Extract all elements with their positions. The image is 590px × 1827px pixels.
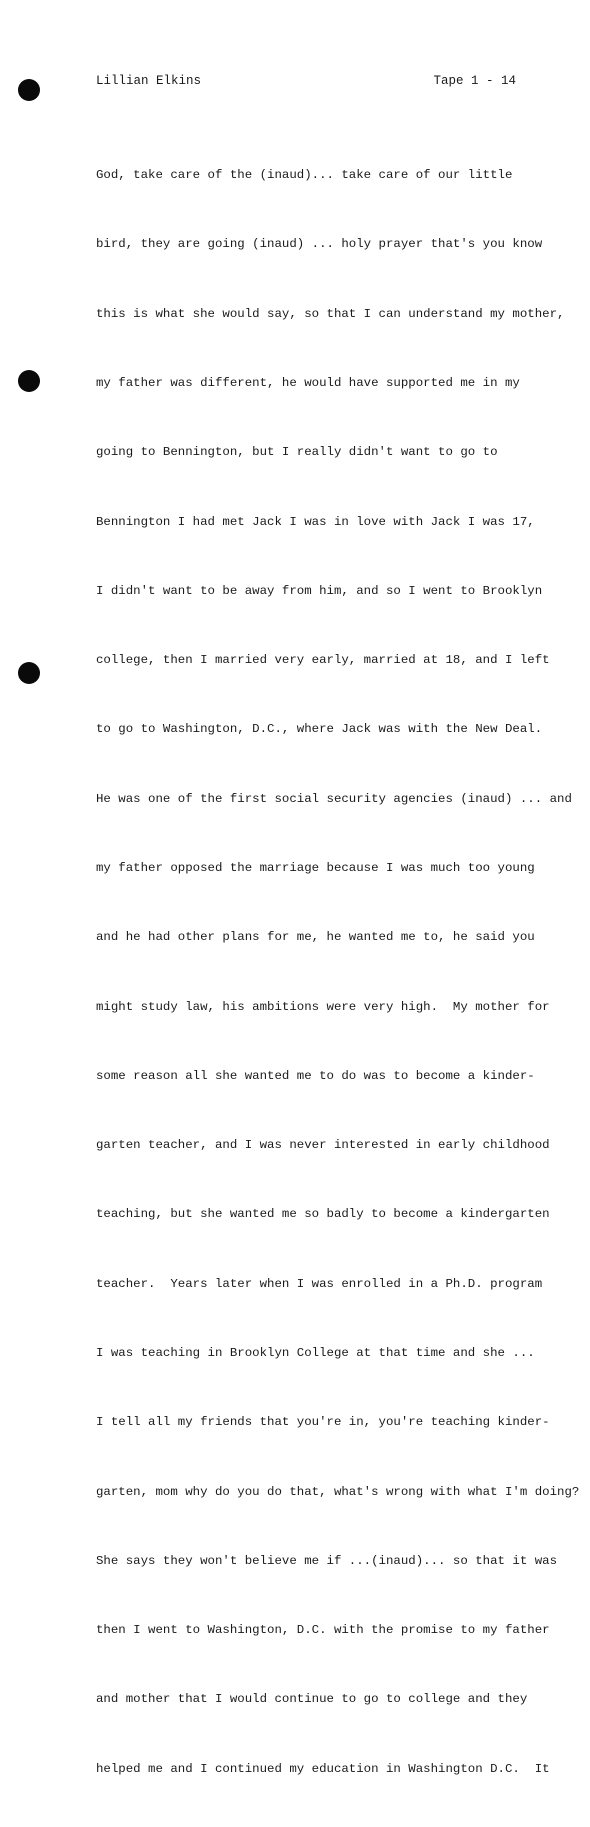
transcript-line: and he had other plans for me, he wanted me to, he said you — [96, 930, 535, 945]
transcript-line: might study law, his ambitions were very high. My mother for — [96, 999, 550, 1014]
page-header — [96, 74, 518, 88]
transcript-line: my father opposed the marriage because I was much too young — [96, 861, 535, 875]
binder-hole-middle — [18, 370, 40, 392]
binder-hole-bottom — [18, 662, 40, 684]
tape-page-label: Tape 1 - 14 — [433, 74, 516, 88]
transcript-line: and mother that I would continue to go to college and they — [96, 1692, 528, 1707]
transcript-line: bird, they are going (inaud) ... holy prayer that's you know — [96, 237, 543, 252]
transcript-line: I was teaching in Brooklyn College at that time and she ... — [96, 1345, 535, 1360]
transcript-line: She says they won't believe me if ...(inaud)... so that it was — [96, 1553, 558, 1568]
transcript-line: Bennington I had met Jack I was in love with Jack I was 17, — [96, 514, 535, 529]
transcript-line: teacher. Years later when I was enrolled in a Ph.D. program — [96, 1276, 543, 1291]
transcript-line: He was one of the first social security agencies (inaud) ... and — [96, 791, 572, 806]
transcript-line: teaching, but she wanted me so badly to become a kindergarten — [96, 1207, 550, 1222]
transcript-line: I didn't want to be away from him, and so I went to Brooklyn — [96, 583, 543, 598]
transcript-line: God, take care of the (inaud)... take care of our little — [96, 168, 513, 183]
transcript-line: to go to Washington, D.C., where Jack was with the New Deal. — [96, 722, 543, 737]
binder-hole-top — [18, 79, 40, 101]
transcript-line: garten teacher, and I was never interested in early childhood — [96, 1138, 550, 1153]
transcript-line: some reason all she wanted me to do was to become a kinder- — [96, 1068, 535, 1083]
transcript-line: my father was different, he would have supported me in my — [96, 376, 520, 391]
transcript-line: college, then I married very early, married at 18, and I left — [96, 653, 550, 668]
transcript-body — [96, 118, 580, 1827]
transcript-line: this is what she would say, so that I can understand my mother, — [96, 306, 565, 321]
transcript-line: helped me and I continued my education in Washington D.C. It — [96, 1761, 550, 1776]
transcript-line: then I went to Washington, D.C. with the promise to my father — [96, 1623, 550, 1638]
transcript-line: garten, mom why do you do that, what's wrong with what I'm doing? — [96, 1484, 580, 1499]
transcript-line: I tell all my friends that you're in, you're teaching kinder- — [96, 1415, 550, 1430]
transcript-line: going to Bennington, but I really didn't want to go to — [96, 445, 498, 460]
interviewee-name: Lillian Elkins — [96, 74, 202, 88]
